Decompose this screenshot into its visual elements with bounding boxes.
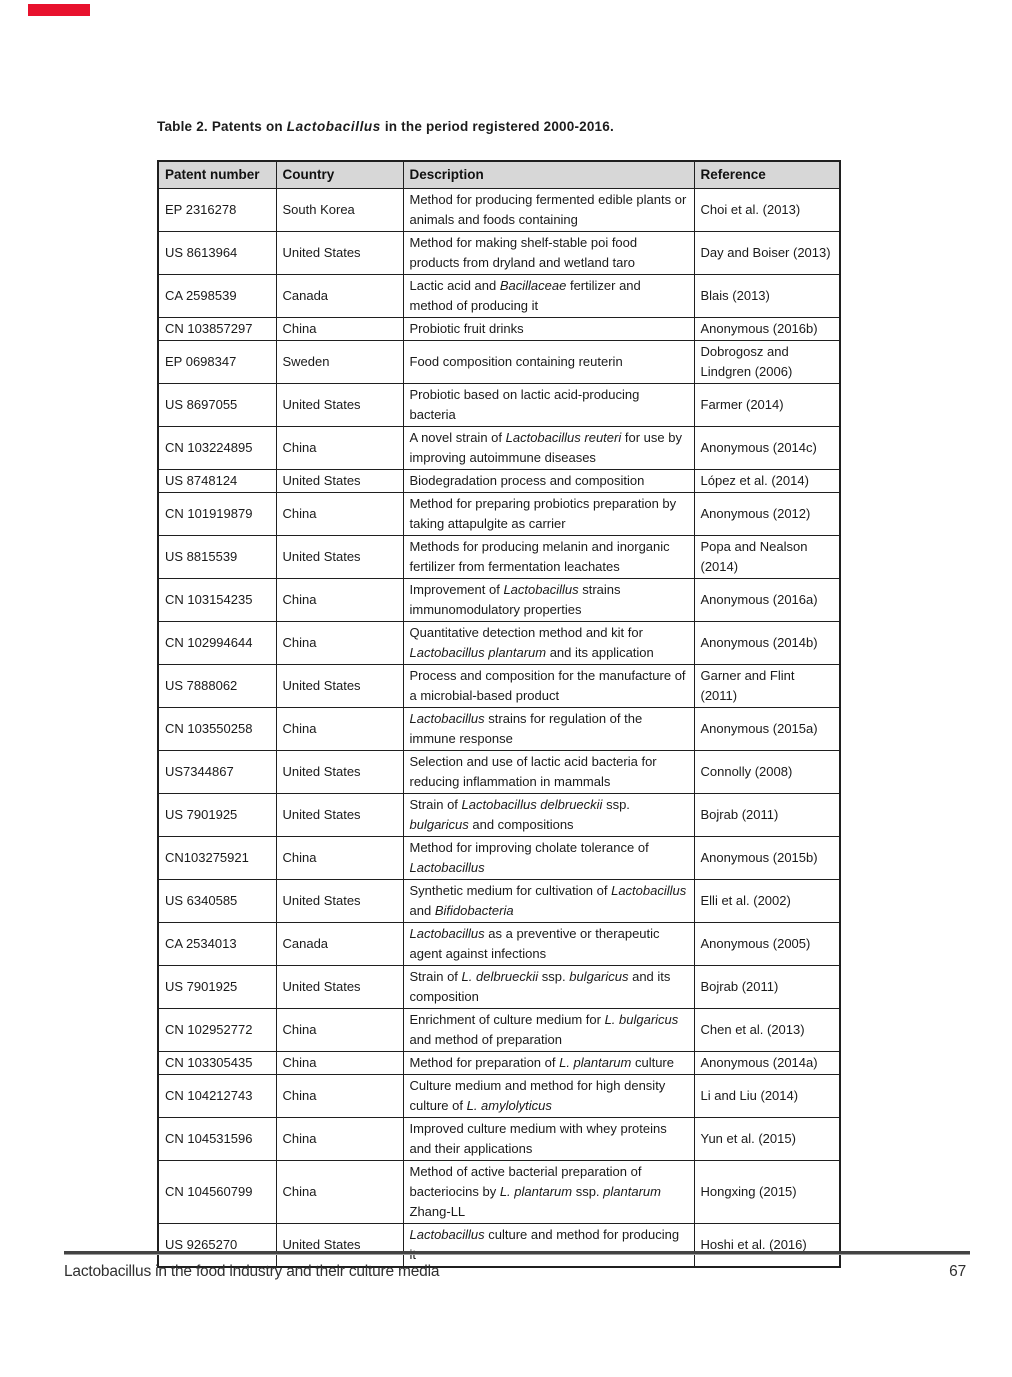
- species-name-text: Lactobacillus: [409, 926, 485, 941]
- country-cell: Canada: [276, 275, 403, 318]
- species-name-text: L. amylolyticus: [466, 1098, 552, 1113]
- description-cell: [403, 751, 694, 794]
- patent-number-cell: US 8748124: [158, 470, 276, 493]
- reference-cell: Farmer (2014): [694, 384, 840, 427]
- patent-number-cell: CN 103550258: [158, 708, 276, 751]
- species-name-text: Lactobacillus reuteri: [505, 430, 622, 445]
- description-text: Selection and use of lactic acid bacteria for reducing inflammation in mammals: [409, 754, 657, 789]
- patent-number-cell: CN 104560799: [158, 1161, 276, 1224]
- reference-cell: Anonymous (2012): [694, 493, 840, 536]
- patent-number-cell: CN 102994644: [158, 622, 276, 665]
- species-name-text: bulgaricus: [569, 969, 629, 984]
- table-row: [158, 1052, 840, 1075]
- country-cell: South Korea: [276, 189, 403, 232]
- country-cell: United States: [276, 232, 403, 275]
- country-cell: China: [276, 1118, 403, 1161]
- description-cell: [403, 1161, 694, 1224]
- table-row: [158, 1161, 840, 1224]
- table-row: [158, 622, 840, 665]
- country-cell: China: [276, 579, 403, 622]
- reference-cell: Yun et al. (2015): [694, 1118, 840, 1161]
- patent-number-cell: CA 2534013: [158, 923, 276, 966]
- description-cell: [403, 837, 694, 880]
- description-text: strains for regulation of the immune response: [409, 711, 643, 746]
- patent-number-cell: CN103275921: [158, 837, 276, 880]
- table-row: [158, 384, 840, 427]
- species-name-text: bulgaricus: [409, 817, 469, 832]
- patent-number-cell: US7344867: [158, 751, 276, 794]
- species-name-text: Lactobacillus: [611, 883, 687, 898]
- table-row: [158, 751, 840, 794]
- country-cell: United States: [276, 536, 403, 579]
- table-row: [158, 1224, 840, 1268]
- description-text: Biodegradation process and composition: [409, 473, 645, 488]
- country-cell: Sweden: [276, 341, 403, 384]
- description-text: ssp.: [572, 1184, 604, 1199]
- reference-cell: Chen et al. (2013): [694, 1009, 840, 1052]
- reference-cell: Bojrab (2011): [694, 966, 840, 1009]
- table-row: [158, 1009, 840, 1052]
- reference-cell: Connolly (2008): [694, 751, 840, 794]
- description-text: culture: [631, 1055, 674, 1070]
- table-row: [158, 275, 840, 318]
- patent-number-cell: US 9265270: [158, 1224, 276, 1268]
- patent-number-cell: CN 103224895: [158, 427, 276, 470]
- footer-running-title: Lactobacillus in the food industry and their culture media: [64, 1263, 440, 1280]
- description-text: for use by improving autoimmune diseases: [409, 430, 682, 465]
- table-caption-number: Table 2.: [157, 119, 208, 134]
- table-row: [158, 232, 840, 275]
- reference-cell: Li and Liu (2014): [694, 1075, 840, 1118]
- country-cell: United States: [276, 880, 403, 923]
- description-text: Food composition containing reuterin: [409, 354, 623, 369]
- patent-number-cell: CA 2598539: [158, 275, 276, 318]
- country-cell: United States: [276, 470, 403, 493]
- reference-cell: Hoshi et al. (2016): [694, 1224, 840, 1268]
- description-cell: [403, 318, 694, 341]
- species-name-text: L. bulgaricus: [604, 1012, 679, 1027]
- description-text: Method for preparation of: [409, 1055, 560, 1070]
- species-name-text: Lactobacillus: [409, 711, 485, 726]
- footer-rule: [64, 1251, 970, 1255]
- species-name-text: Bacillaceae: [499, 278, 567, 293]
- species-name-text: Lactobacillus: [409, 860, 485, 875]
- reference-cell: Bojrab (2011): [694, 794, 840, 837]
- reference-cell: Anonymous (2014a): [694, 1052, 840, 1075]
- description-cell: [403, 1118, 694, 1161]
- footer-page-number: 67: [949, 1263, 966, 1280]
- description-cell: [403, 232, 694, 275]
- patents-table: [157, 160, 841, 1268]
- table-row: [158, 923, 840, 966]
- reference-cell: Anonymous (2016a): [694, 579, 840, 622]
- description-cell: [403, 665, 694, 708]
- country-cell: United States: [276, 1224, 403, 1268]
- description-cell: [403, 189, 694, 232]
- description-text: as a preventive or therapeutic agent against infections: [409, 926, 660, 961]
- column-header-patent-number: Patent number: [158, 161, 276, 189]
- description-cell: [403, 275, 694, 318]
- patent-number-cell: US 8815539: [158, 536, 276, 579]
- patent-number-cell: US 7888062: [158, 665, 276, 708]
- reference-cell: Anonymous (2005): [694, 923, 840, 966]
- description-cell: [403, 384, 694, 427]
- description-cell: [403, 579, 694, 622]
- country-cell: China: [276, 622, 403, 665]
- reference-cell: Anonymous (2015a): [694, 708, 840, 751]
- reference-cell: Garner and Flint (2011): [694, 665, 840, 708]
- description-cell: [403, 1224, 694, 1268]
- country-cell: United States: [276, 751, 403, 794]
- description-text: Method of active bacterial preparation of bacteriocins by: [409, 1164, 642, 1199]
- table-caption-text-before: Patents on: [207, 119, 287, 134]
- patent-number-cell: US 7901925: [158, 966, 276, 1009]
- table-row: [158, 536, 840, 579]
- table-row: [158, 966, 840, 1009]
- patent-number-cell: US 6340585: [158, 880, 276, 923]
- description-text: Methods for producing melanin and inorganic fertilizer from fermentation leachates: [409, 539, 670, 574]
- red-marker: [28, 4, 90, 16]
- table-row: [158, 1075, 840, 1118]
- description-cell: [403, 1009, 694, 1052]
- table-row: [158, 470, 840, 493]
- description-text: Improved culture medium with whey proteins and their applications: [409, 1121, 667, 1156]
- description-text: Probiotic based on lactic acid-producing bacteria: [409, 387, 640, 422]
- table-row: [158, 318, 840, 341]
- country-cell: China: [276, 1052, 403, 1075]
- description-text: strains immunomodulatory properties: [409, 582, 621, 617]
- country-cell: China: [276, 1161, 403, 1224]
- patents-table-header-row: [158, 161, 840, 189]
- species-name-text: Lactobacillus delbrueckii: [461, 797, 603, 812]
- description-text: Strain of: [409, 969, 462, 984]
- description-text: Strain of: [409, 797, 462, 812]
- table-row: [158, 708, 840, 751]
- description-text: and: [409, 903, 435, 918]
- patent-number-cell: CN 104531596: [158, 1118, 276, 1161]
- description-cell: [403, 493, 694, 536]
- description-text: and its composition: [409, 969, 671, 1004]
- description-text: and compositions: [468, 817, 574, 832]
- species-name-text: Lactobacillus plantarum: [409, 645, 547, 660]
- patent-number-cell: EP 2316278: [158, 189, 276, 232]
- country-cell: United States: [276, 384, 403, 427]
- table-row: [158, 880, 840, 923]
- patent-number-cell: US 7901925: [158, 794, 276, 837]
- description-text: Method for making shelf-stable poi food products from dryland and wetland taro: [409, 235, 638, 270]
- reference-cell: Hongxing (2015): [694, 1161, 840, 1224]
- patent-number-cell: CN 102952772: [158, 1009, 276, 1052]
- species-name-text: L. plantarum: [499, 1184, 573, 1199]
- country-cell: China: [276, 493, 403, 536]
- table-caption: [157, 119, 857, 134]
- table-row: [158, 837, 840, 880]
- patent-number-cell: CN 104212743: [158, 1075, 276, 1118]
- table-row: [158, 493, 840, 536]
- reference-cell: Anonymous (2014b): [694, 622, 840, 665]
- country-cell: China: [276, 318, 403, 341]
- description-text: Lactic acid and: [409, 278, 500, 293]
- species-name-text: Lactobacillus: [503, 582, 579, 597]
- description-cell: [403, 708, 694, 751]
- description-text: Improvement of: [409, 582, 504, 597]
- patent-number-cell: EP 0698347: [158, 341, 276, 384]
- description-text: Enrichment of culture medium for: [409, 1012, 605, 1027]
- description-text: Method for improving cholate tolerance of: [409, 840, 649, 855]
- description-cell: [403, 622, 694, 665]
- table-row: [158, 665, 840, 708]
- table-row: [158, 1118, 840, 1161]
- country-cell: United States: [276, 966, 403, 1009]
- country-cell: Canada: [276, 923, 403, 966]
- table-caption-species: Lactobacillus: [286, 119, 381, 134]
- patent-number-cell: US 8697055: [158, 384, 276, 427]
- species-name-text: L. delbrueckii: [461, 969, 539, 984]
- description-text: ssp.: [602, 797, 630, 812]
- reference-cell: Elli et al. (2002): [694, 880, 840, 923]
- patent-number-cell: US 8613964: [158, 232, 276, 275]
- reference-cell: Blais (2013): [694, 275, 840, 318]
- species-name-text: Bifidobacteria: [434, 903, 514, 918]
- country-cell: China: [276, 427, 403, 470]
- country-cell: China: [276, 708, 403, 751]
- table-row: [158, 189, 840, 232]
- table-row: [158, 794, 840, 837]
- description-text: Synthetic medium for cultivation of: [409, 883, 612, 898]
- table-caption-text-after: in the period registered 2000-2016.: [380, 119, 614, 134]
- country-cell: United States: [276, 665, 403, 708]
- description-text: Method for preparing probiotics preparation by taking attapulgite as carrier: [409, 496, 677, 531]
- country-cell: China: [276, 1075, 403, 1118]
- column-header-description: Description: [403, 161, 694, 189]
- description-cell: [403, 341, 694, 384]
- reference-cell: Anonymous (2014c): [694, 427, 840, 470]
- patents-table-head: [158, 161, 840, 189]
- description-text: Quantitative detection method and kit for: [409, 625, 643, 640]
- table-row: [158, 427, 840, 470]
- column-header-reference: Reference: [694, 161, 840, 189]
- page-footer: [64, 1263, 966, 1281]
- country-cell: United States: [276, 794, 403, 837]
- description-text: Process and composition for the manufacture of a microbial-based product: [409, 668, 686, 703]
- reference-cell: Day and Boiser (2013): [694, 232, 840, 275]
- patent-number-cell: CN 103154235: [158, 579, 276, 622]
- description-text: A novel strain of: [409, 430, 506, 445]
- country-cell: China: [276, 837, 403, 880]
- patent-number-cell: CN 103305435: [158, 1052, 276, 1075]
- description-cell: [403, 1075, 694, 1118]
- patent-number-cell: CN 103857297: [158, 318, 276, 341]
- species-name-text: L. plantarum: [559, 1055, 632, 1070]
- description-text: fertilizer and method of producing it: [409, 278, 641, 313]
- description-cell: [403, 794, 694, 837]
- description-cell: [403, 536, 694, 579]
- description-text: ssp.: [538, 969, 570, 984]
- patent-number-cell: CN 101919879: [158, 493, 276, 536]
- table-row: [158, 341, 840, 384]
- description-text: and method of preparation: [409, 1032, 562, 1047]
- description-text: and its application: [546, 645, 654, 660]
- description-text: culture and method for producing it: [409, 1227, 680, 1262]
- description-text: Culture medium and method for high density culture of: [409, 1078, 666, 1113]
- country-cell: China: [276, 1009, 403, 1052]
- description-cell: [403, 966, 694, 1009]
- reference-cell: Popa and Nealson (2014): [694, 536, 840, 579]
- patents-table-body: [158, 189, 840, 1268]
- description-text: Method for producing fermented edible plants or animals and foods containing: [409, 192, 687, 227]
- description-cell: [403, 880, 694, 923]
- species-name-text: plantarum: [603, 1184, 661, 1199]
- description-cell: [403, 427, 694, 470]
- description-cell: [403, 1052, 694, 1075]
- species-name-text: Lactobacillus: [409, 1227, 485, 1242]
- reference-cell: Dobrogosz and Lindgren (2006): [694, 341, 840, 384]
- description-cell: [403, 923, 694, 966]
- table-row: [158, 579, 840, 622]
- description-cell: [403, 470, 694, 493]
- description-text: Probiotic fruit drinks: [409, 321, 524, 336]
- reference-cell: López et al. (2014): [694, 470, 840, 493]
- reference-cell: Anonymous (2015b): [694, 837, 840, 880]
- reference-cell: Anonymous (2016b): [694, 318, 840, 341]
- reference-cell: Choi et al. (2013): [694, 189, 840, 232]
- column-header-country: Country: [276, 161, 403, 189]
- description-text: Zhang-LL: [409, 1204, 466, 1219]
